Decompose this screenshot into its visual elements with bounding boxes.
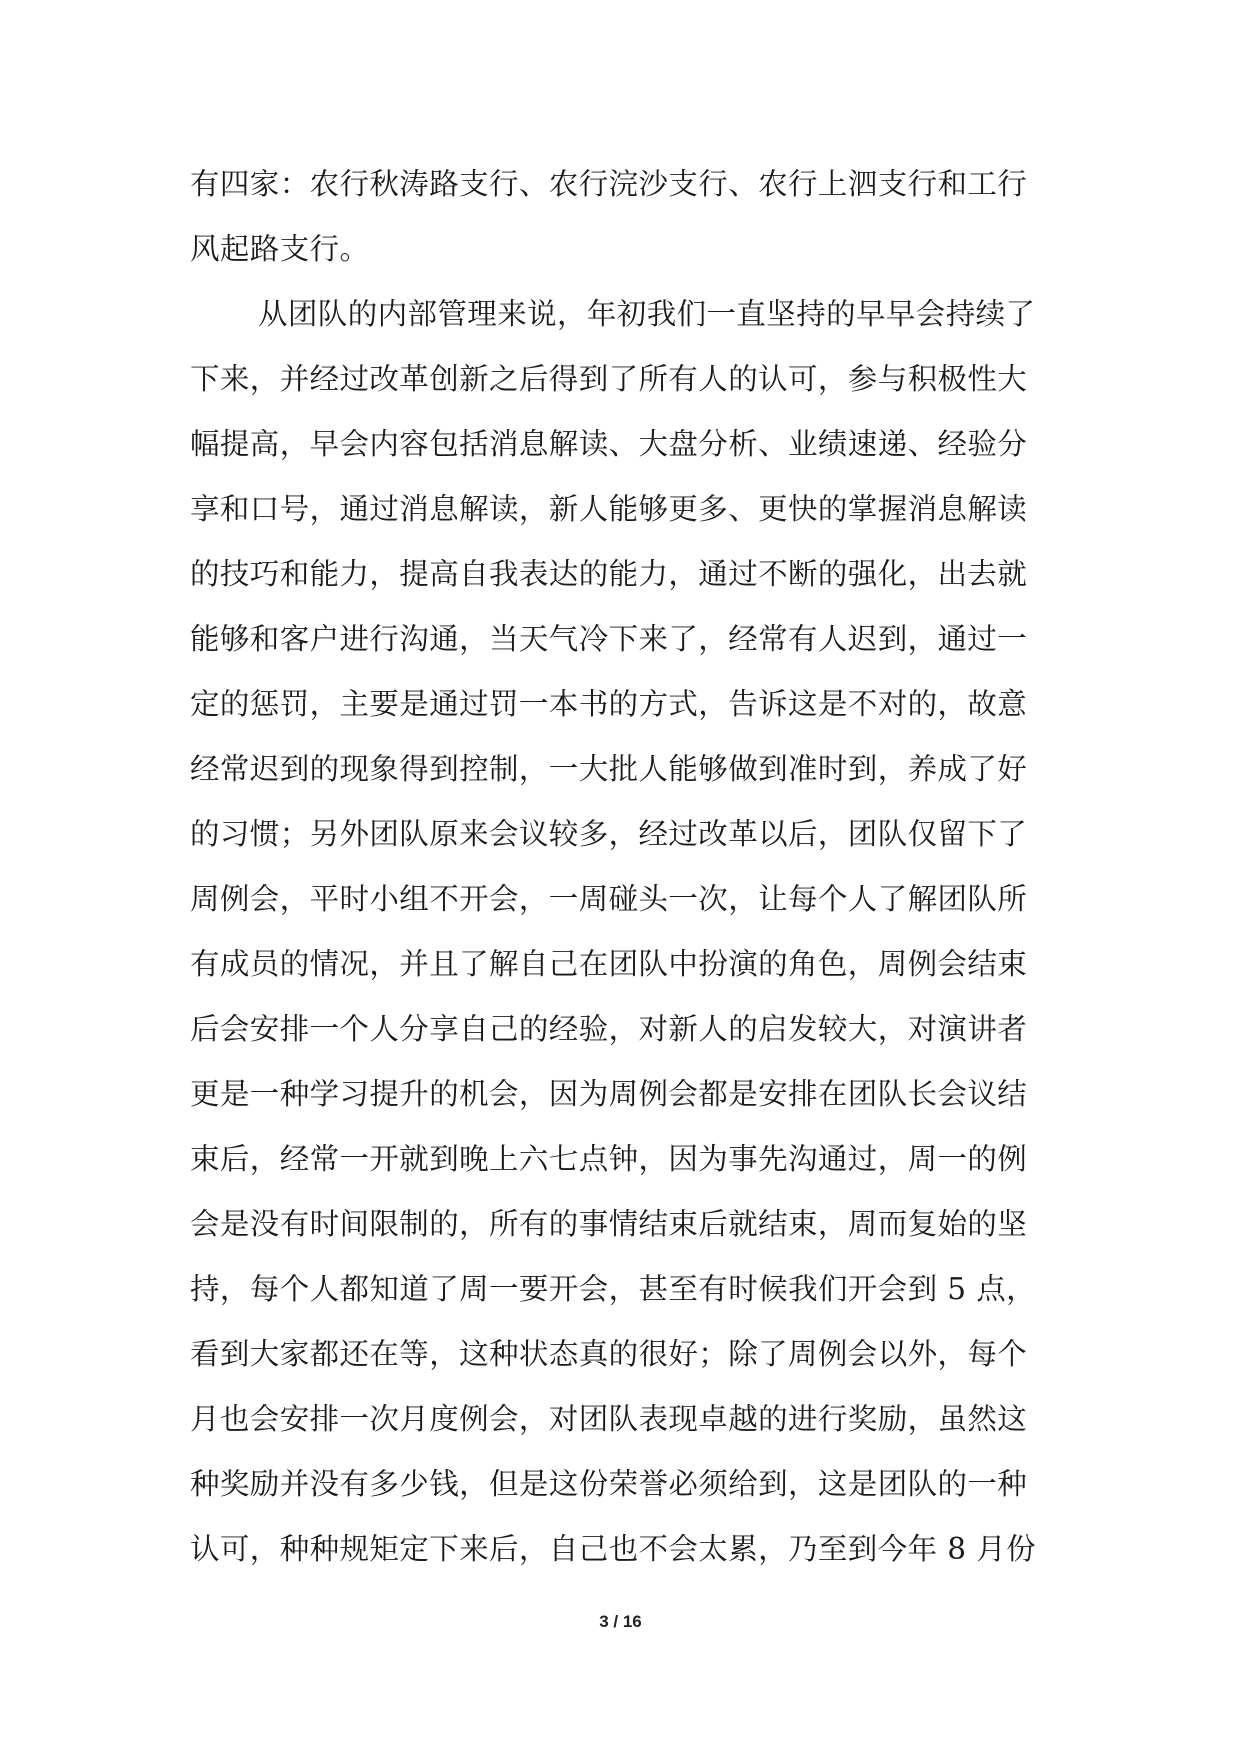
body-text bbox=[190, 152, 1060, 1582]
text-line: 会是没有时间限制的，所有的事情结束后就结束，周而复始的坚 bbox=[190, 1207, 1028, 1241]
paragraph-first-line: 从团队的内部管理来说，年初我们一直坚持的早早会持续了 bbox=[258, 297, 1036, 331]
text-line: 能够和客户进行沟通，当天气冷下来了，经常有人迟到，通过一 bbox=[190, 622, 1028, 656]
text-line: 更是一种学习提升的机会，因为周例会都是安排在团队长会议结 bbox=[190, 1077, 1028, 1111]
text-line: 经常迟到的现象得到控制，一大批人能够做到准时到，养成了好 bbox=[190, 752, 1028, 786]
text-line: 持，每个人都知道了周一要开会，甚至有时候我们开会到 5 点， bbox=[190, 1272, 1037, 1306]
text-line: 周例会，平时小组不开会，一周碰头一次，让每个人了解团队所 bbox=[190, 882, 1028, 916]
text-line: 下来，并经过改革创新之后得到了所有人的认可，参与积极性大 bbox=[190, 362, 1028, 396]
text-line: 有四家：农行秋涛路支行、农行浣沙支行、农行上泗支行和工行 bbox=[190, 167, 1028, 201]
text-line: 的习惯；另外团队原来会议较多，经过改革以后，团队仅留下了 bbox=[190, 817, 1028, 851]
text-line: 月也会安排一次月度例会，对团队表现卓越的进行奖励，虽然这 bbox=[190, 1402, 1028, 1436]
text-line: 享和口号，通过消息解读，新人能够更多、更快的掌握消息解读 bbox=[190, 492, 1028, 526]
text-line: 幅提高，早会内容包括消息解读、大盘分析、业绩速递、经验分 bbox=[190, 427, 1028, 461]
page-number: 3 / 16 bbox=[599, 1612, 642, 1631]
text-line: 的技巧和能力，提高自我表达的能力，通过不断的强化，出去就 bbox=[190, 557, 1028, 591]
text-line: 束后，经常一开就到晚上六七点钟，因为事先沟通过，周一的例 bbox=[190, 1142, 1028, 1176]
text-line: 风起路支行。 bbox=[190, 232, 370, 266]
text-line: 种奖励并没有多少钱，但是这份荣誉必须给到，这是团队的一种 bbox=[190, 1467, 1028, 1501]
text-line: 看到大家都还在等，这种状态真的很好；除了周例会以外，每个 bbox=[190, 1337, 1028, 1371]
text-line: 认可，种种规矩定下来后，自己也不会太累，乃至到今年 8 月份 bbox=[190, 1532, 1037, 1566]
text-line: 后会安排一个人分享自己的经验，对新人的启发较大，对演讲者 bbox=[190, 1012, 1028, 1046]
text-line: 定的惩罚，主要是通过罚一本书的方式，告诉这是不对的，故意 bbox=[190, 687, 1028, 721]
text-line: 有成员的情况，并且了解自己在团队中扮演的角色，周例会结束 bbox=[190, 947, 1028, 981]
